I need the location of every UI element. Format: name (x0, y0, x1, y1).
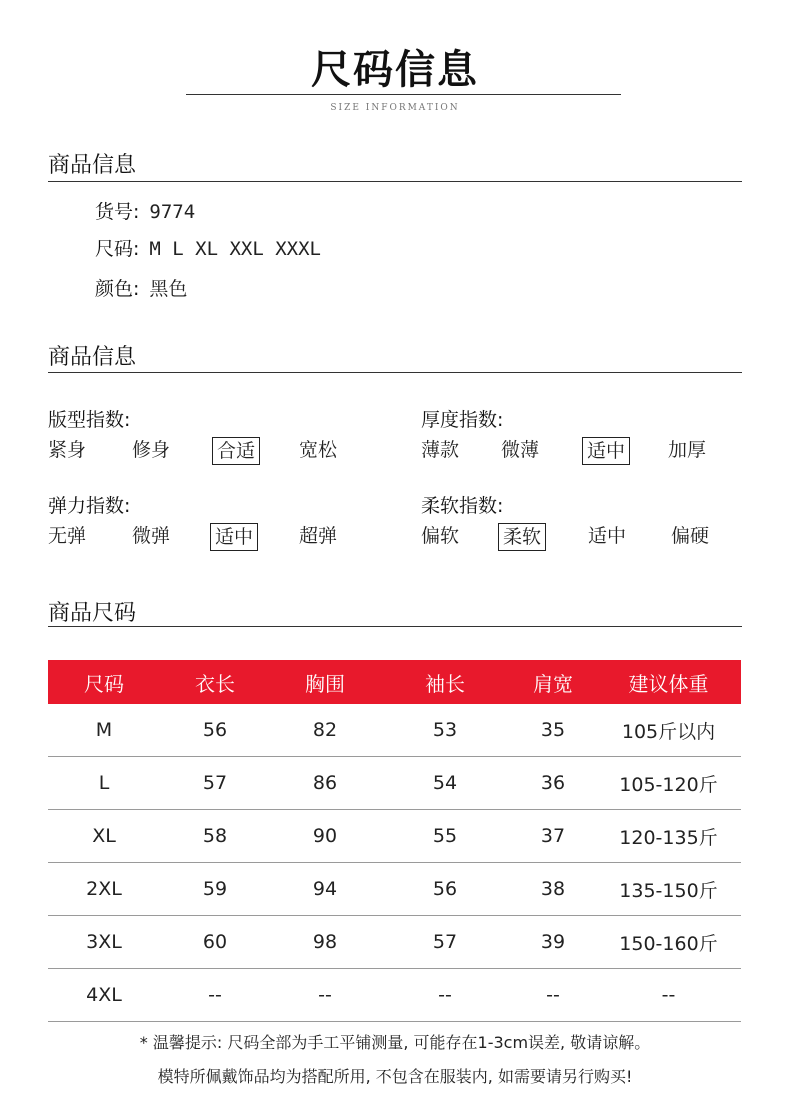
fit-option: 宽松 (299, 439, 338, 461)
size-table-divider (48, 626, 742, 627)
table-row (48, 916, 741, 969)
table-cell: 39 (510, 916, 596, 969)
thickness-option-selected: 适中 (582, 437, 630, 465)
fit-option: 修身 (132, 439, 171, 461)
size-table-heading: 商品尺码 (48, 601, 137, 626)
thickness-option: 加厚 (668, 439, 707, 461)
elastic-option-selected: 适中 (210, 523, 258, 551)
item-number-value: 9774 (149, 201, 196, 223)
table-cell: 135-150斤 (596, 863, 741, 916)
table-cell: 38 (510, 863, 596, 916)
size-value: M L XL XXL XXXL (149, 238, 321, 260)
table-cell: 53 (380, 704, 510, 757)
table-cell: 37 (510, 810, 596, 863)
table-row (48, 810, 741, 863)
measurement-note: * 温馨提示: 尺码全部为手工平铺测量, 可能存在1-3cm误差, 敬请谅解。 (139, 1033, 651, 1052)
table-cell: 94 (270, 863, 380, 916)
item-number-row (95, 197, 195, 224)
table-cell: -- (160, 969, 270, 1022)
column-header: 肩宽 (510, 660, 596, 704)
thickness-option: 薄款 (421, 439, 460, 461)
size-table-header-row (48, 660, 741, 704)
fit-option: 紧身 (48, 439, 87, 461)
column-header: 衣长 (160, 660, 270, 704)
color-value: 黑色 (149, 278, 188, 300)
accessory-note: 模特所佩戴饰品均为搭配所用, 不包含在服装内, 如需要请另行购买! (157, 1067, 633, 1086)
title-divider (186, 94, 621, 95)
column-header: 袖长 (380, 660, 510, 704)
table-cell: 57 (160, 757, 270, 810)
table-row (48, 863, 741, 916)
softness-index-title: 柔软指数: (421, 495, 504, 517)
indices-heading: 商品信息 (48, 345, 137, 370)
size-row (95, 234, 321, 261)
table-cell: 120-135斤 (596, 810, 741, 863)
table-cell: 56 (160, 704, 270, 757)
page-title: 尺码信息 (311, 47, 479, 93)
product-info-heading: 商品信息 (48, 153, 137, 178)
fit-option-selected: 合适 (212, 437, 260, 465)
table-cell: 90 (270, 810, 380, 863)
table-cell: 82 (270, 704, 380, 757)
fit-index-title: 版型指数: (48, 409, 131, 431)
table-cell: -- (510, 969, 596, 1022)
softness-option: 偏硬 (671, 525, 710, 547)
thickness-option: 微薄 (501, 439, 540, 461)
thickness-index-title: 厚度指数: (421, 409, 504, 431)
table-cell: 58 (160, 810, 270, 863)
table-cell: 4XL (48, 969, 160, 1022)
table-cell: 55 (380, 810, 510, 863)
size-table (48, 660, 741, 1022)
table-cell: 60 (160, 916, 270, 969)
table-cell: 57 (380, 916, 510, 969)
table-cell: 3XL (48, 916, 160, 969)
table-cell: 54 (380, 757, 510, 810)
item-number-label: 货号: (95, 201, 140, 223)
elastic-option: 超弹 (299, 525, 338, 547)
elastic-option: 无弹 (48, 525, 87, 547)
indices-divider (48, 372, 742, 373)
table-row (48, 757, 741, 810)
table-cell: 86 (270, 757, 380, 810)
table-cell: 150-160斤 (596, 916, 741, 969)
elastic-index-title: 弹力指数: (48, 495, 131, 517)
table-cell: 2XL (48, 863, 160, 916)
table-cell: 56 (380, 863, 510, 916)
column-header: 胸围 (270, 660, 380, 704)
table-cell: 35 (510, 704, 596, 757)
table-cell: 105-120斤 (596, 757, 741, 810)
softness-option: 适中 (588, 525, 627, 547)
elastic-option: 微弹 (132, 525, 171, 547)
column-header: 建议体重 (596, 660, 741, 704)
softness-option: 偏软 (421, 525, 460, 547)
table-cell: -- (380, 969, 510, 1022)
table-cell: L (48, 757, 160, 810)
column-header: 尺码 (48, 660, 160, 704)
table-cell: 59 (160, 863, 270, 916)
table-cell: 36 (510, 757, 596, 810)
product-info-divider (48, 181, 742, 182)
table-row (48, 704, 741, 757)
table-cell: -- (270, 969, 380, 1022)
color-row (95, 274, 187, 301)
size-label: 尺码: (95, 238, 140, 260)
table-cell: 98 (270, 916, 380, 969)
color-label: 颜色: (95, 278, 140, 300)
page-subtitle: SIZE INFORMATION (330, 103, 460, 113)
table-cell: XL (48, 810, 160, 863)
table-row (48, 969, 741, 1022)
table-cell: M (48, 704, 160, 757)
table-cell: -- (596, 969, 741, 1022)
table-cell: 105斤以内 (596, 704, 741, 757)
softness-option-selected: 柔软 (498, 523, 546, 551)
